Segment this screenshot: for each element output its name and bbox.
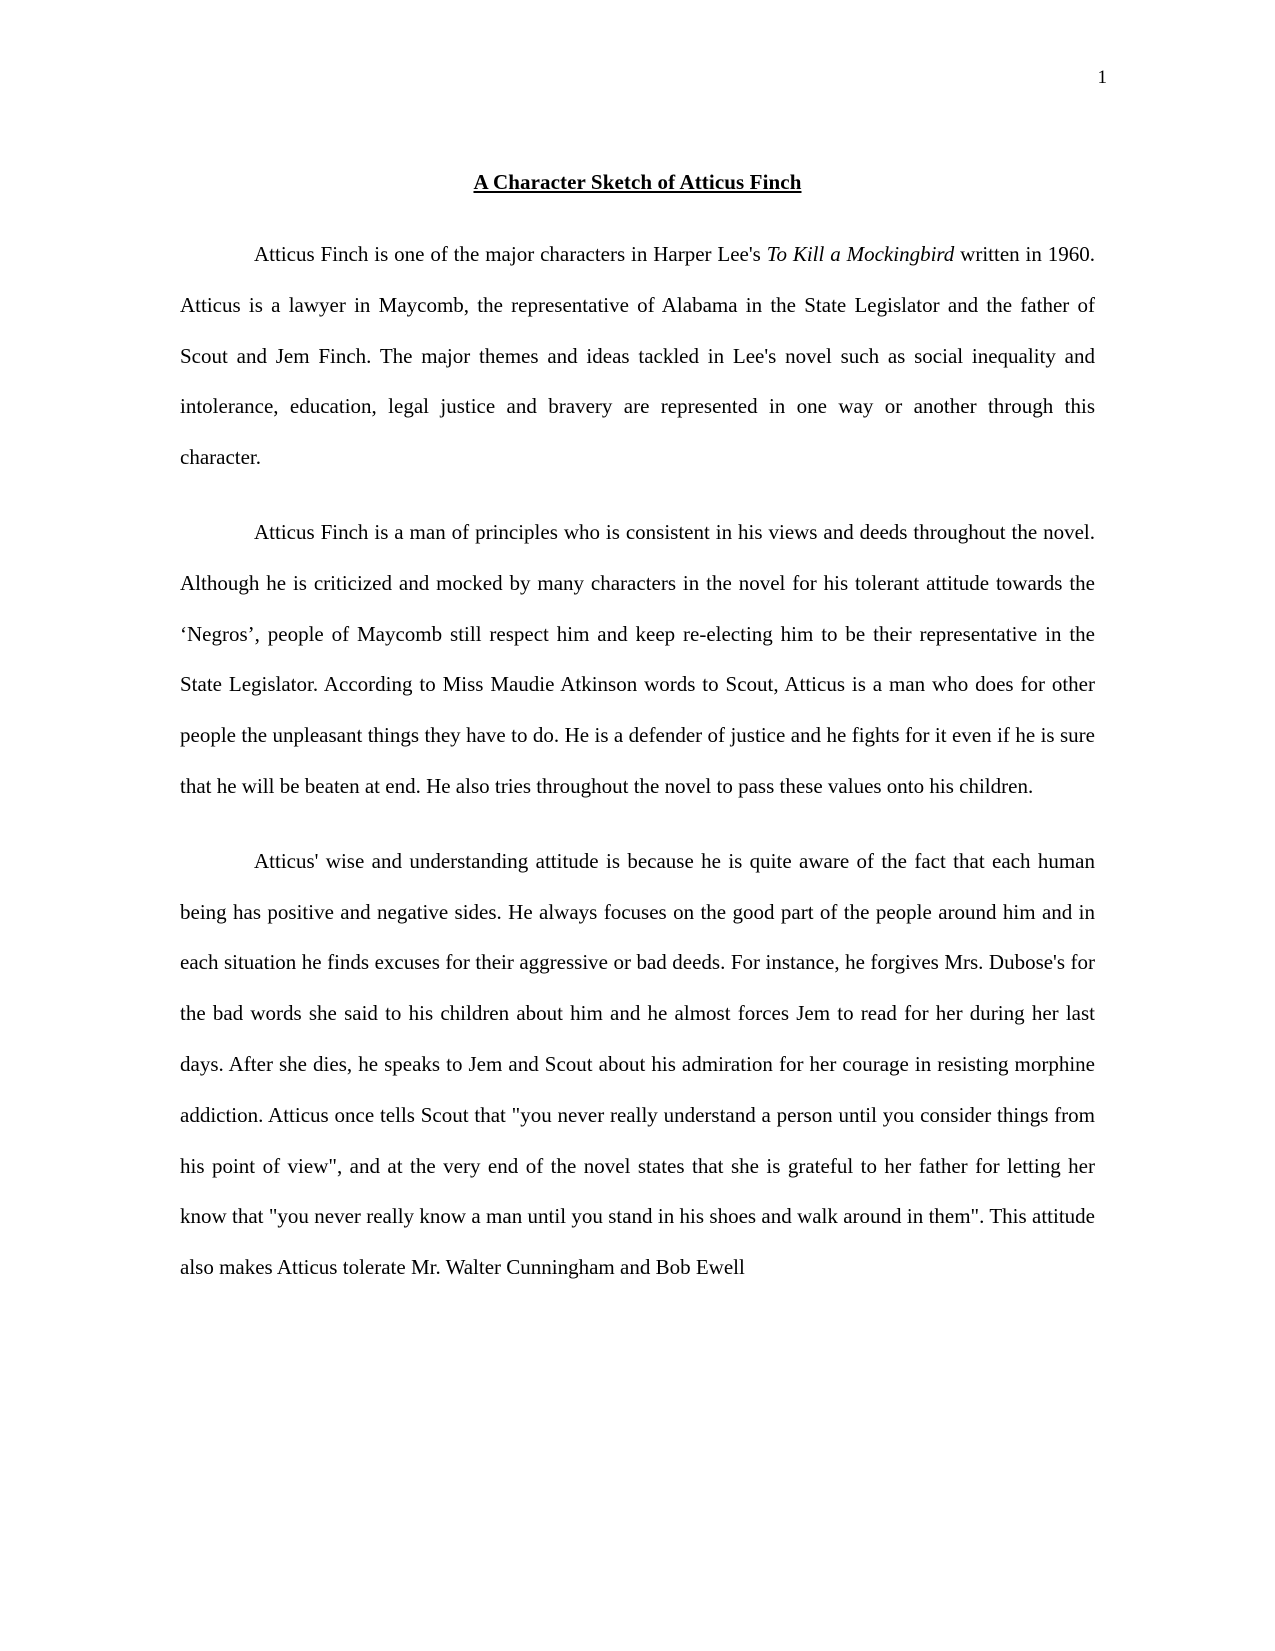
paragraph-1: Atticus Finch is one of the major characters in Harper Lee's To Kill a Mockingbird written in 1960. Atticus is a lawyer in Maycomb, the representative of Alabama in the State Legislator and the father of Scout and Jem Finch. The major themes and ideas tackled in Lee's novel such as social inequality and intolerance, education, legal justice and bravery are represented in one way or another through this character. <box>180 242 1095 470</box>
document-body <box>180 170 1095 1293</box>
italic-text: To Kill a Mockingbird <box>766 242 955 266</box>
paragraph-3: Atticus' wise and understanding attitude is because he is quite aware of the fact that each human being has positive and negative sides. He always focuses on the good part of the people around him and in each situation he finds excuses for their aggressive or bad deeds. For instance, he forgives Mrs. Dubose's for the bad words she said to his children about him and he almost forces Jem to read for her during her last days. After she dies, he speaks to Jem and Scout about his admiration for her courage in resisting morphine addiction. Atticus once tells Scout that "you never really understand a person until you consider things from his point of view", and at the very end of the novel states that she is grateful to her father for letting her know that "you never really know a man until you stand in his shoes and walk around in them". This attitude also makes Atticus tolerate Mr. Walter Cunningham and Bob Ewell <box>180 848 1095 1280</box>
page-number: 1 <box>1097 67 1107 88</box>
page-title: A Character Sketch of Atticus Finch <box>473 170 802 194</box>
paragraph-2: Atticus Finch is a man of principles who is consistent in his views and deeds throughout the novel. Although he is criticized and mocked by many characters in the novel for his tolerant attitude towards the ‘Negros’, people of Maycomb still respect him and keep re-electing him to be their representative in the State Legislator. According to Miss Maudie Atkinson words to Scout, Atticus is a man who does for other people the unpleasant things they have to do. He is a defender of justice and he fights for it even if he is sure that he will be beaten at end. He also tries throughout the novel to pass these values onto his children. <box>180 519 1095 798</box>
